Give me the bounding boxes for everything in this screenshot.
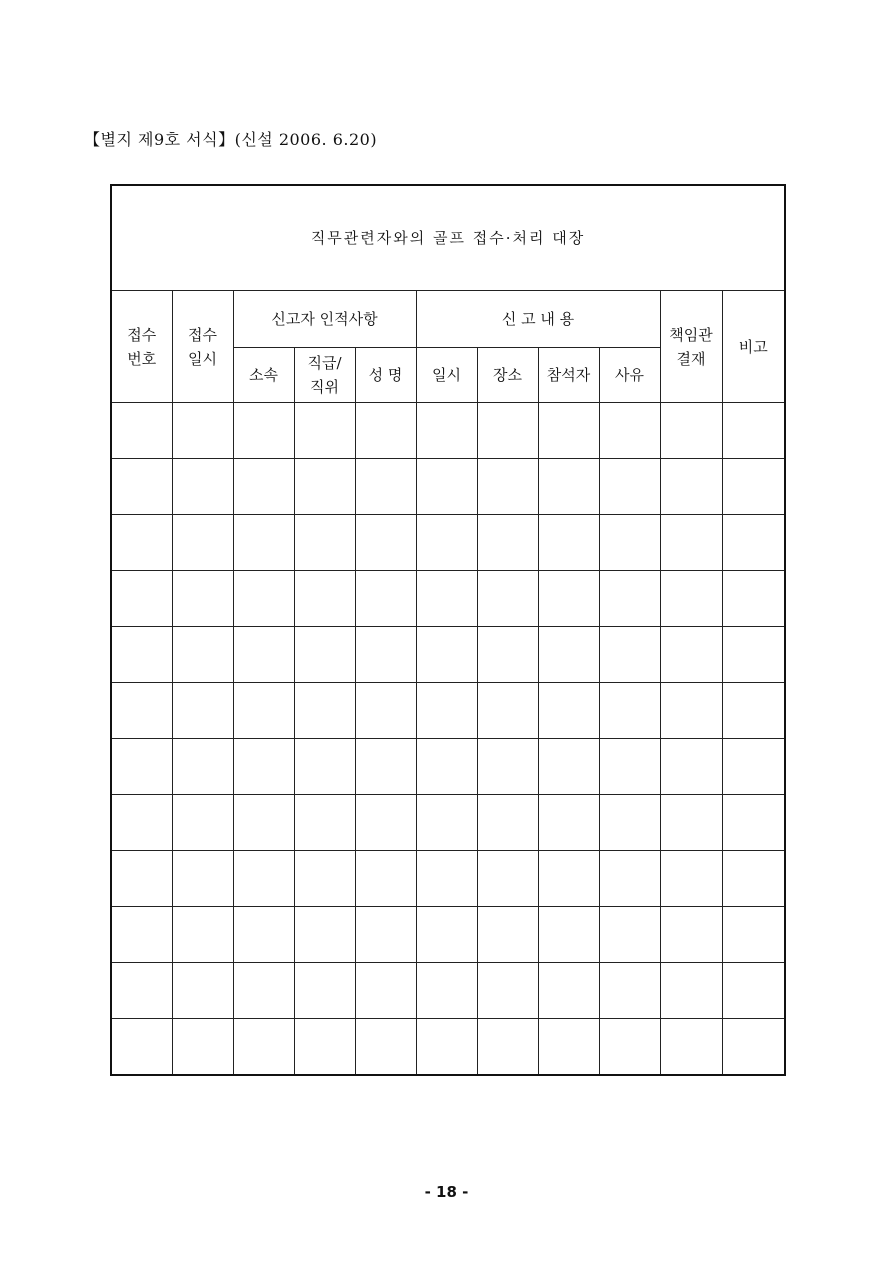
table-cell[interactable] [355,403,416,459]
table-cell[interactable] [111,795,172,851]
table-cell[interactable] [660,1019,722,1076]
table-cell[interactable] [294,627,355,683]
table-cell[interactable] [722,739,785,795]
table-cell[interactable] [599,459,660,515]
table-cell[interactable] [722,1019,785,1076]
table-cell[interactable] [599,1019,660,1076]
table-cell[interactable] [538,795,599,851]
table-cell[interactable] [416,795,477,851]
header-approval: 책임관 결재 [660,291,722,403]
table-cell[interactable] [416,571,477,627]
table-row [111,1019,785,1076]
table-cell[interactable] [233,963,294,1019]
table-cell[interactable] [722,403,785,459]
table-cell[interactable] [538,403,599,459]
table-cell[interactable] [416,1019,477,1076]
page-title: 직무관련자와의 골프 접수·처리 대장 [111,185,785,291]
table-cell[interactable] [355,627,416,683]
table-cell[interactable] [538,683,599,739]
table-cell[interactable] [355,683,416,739]
table-cell[interactable] [172,627,233,683]
table-cell[interactable] [722,907,785,963]
table-cell[interactable] [722,515,785,571]
form-label: 【별지 제9호 서식】(신설 2006. 6.20) [84,130,378,149]
table-cell[interactable] [599,739,660,795]
table-cell[interactable] [233,571,294,627]
header-attendees: 참석자 [538,348,599,403]
table-cell[interactable] [599,851,660,907]
table-cell[interactable] [111,571,172,627]
table-cell[interactable] [477,403,538,459]
table-cell[interactable] [538,515,599,571]
page-number: - 18 - [424,1183,469,1201]
table-cell[interactable] [172,571,233,627]
table-cell[interactable] [294,851,355,907]
table-row [111,515,785,571]
table-cell[interactable] [111,515,172,571]
table-cell[interactable] [111,627,172,683]
golf-register-table [110,184,786,1076]
header-datetime: 일시 [416,348,477,403]
table-cell[interactable] [660,515,722,571]
table-cell[interactable] [233,683,294,739]
table-cell[interactable] [233,739,294,795]
table-cell[interactable] [172,963,233,1019]
table-cell[interactable] [660,571,722,627]
table-cell[interactable] [477,907,538,963]
table-cell[interactable] [416,459,477,515]
table-row [111,963,785,1019]
table-cell[interactable] [599,963,660,1019]
table-cell[interactable] [355,1019,416,1076]
table-cell[interactable] [599,403,660,459]
table-row [111,571,785,627]
table-cell[interactable] [599,627,660,683]
table-cell[interactable] [416,683,477,739]
table-row [111,739,785,795]
table-cell[interactable] [722,627,785,683]
table-cell[interactable] [477,571,538,627]
table-cell[interactable] [233,851,294,907]
table-cell[interactable] [538,459,599,515]
table-cell[interactable] [111,739,172,795]
table-cell[interactable] [722,851,785,907]
table-cell[interactable] [660,739,722,795]
table-cell[interactable] [722,683,785,739]
table-cell[interactable] [416,403,477,459]
header-place: 장소 [477,348,538,403]
table-cell[interactable] [416,627,477,683]
table-cell[interactable] [599,907,660,963]
table-cell[interactable] [233,907,294,963]
table-cell[interactable] [477,963,538,1019]
table-cell[interactable] [538,571,599,627]
table-cell[interactable] [355,851,416,907]
table-cell[interactable] [538,851,599,907]
table-cell[interactable] [172,739,233,795]
table-cell[interactable] [294,403,355,459]
table-cell[interactable] [294,795,355,851]
table-cell[interactable] [233,1019,294,1076]
table-cell[interactable] [111,851,172,907]
header-affiliation: 소속 [233,348,294,403]
table-cell[interactable] [660,403,722,459]
table-cell[interactable] [172,795,233,851]
table-cell[interactable] [233,403,294,459]
table-row [111,403,785,459]
table-cell[interactable] [172,459,233,515]
header-remarks: 비고 [722,291,785,403]
table-cell[interactable] [172,1019,233,1076]
table-cell[interactable] [355,739,416,795]
table-cell[interactable] [111,1019,172,1076]
table-cell[interactable] [416,963,477,1019]
table-cell[interactable] [660,907,722,963]
table-cell[interactable] [599,795,660,851]
table-cell[interactable] [722,571,785,627]
header-name: 성 명 [355,348,416,403]
table-cell[interactable] [477,795,538,851]
table-cell[interactable] [172,403,233,459]
table-cell[interactable] [111,907,172,963]
table-cell[interactable] [294,907,355,963]
table-cell[interactable] [722,963,785,1019]
table-cell[interactable] [416,739,477,795]
table-cell[interactable] [538,963,599,1019]
table-cell[interactable] [294,459,355,515]
table-cell[interactable] [111,459,172,515]
table-cell[interactable] [294,963,355,1019]
table-cell[interactable] [111,963,172,1019]
table-row [111,459,785,515]
header-rank: 직급/ 직위 [294,348,355,403]
table-cell[interactable] [111,403,172,459]
table-row [111,907,785,963]
table-cell[interactable] [538,627,599,683]
table-cell[interactable] [660,627,722,683]
table-cell[interactable] [538,1019,599,1076]
table-cell[interactable] [233,795,294,851]
table-cell[interactable] [722,459,785,515]
header-receipt-no: 접수 번호 [111,291,172,403]
table-cell[interactable] [355,515,416,571]
table-cell[interactable] [172,683,233,739]
header-reason: 사유 [599,348,660,403]
table-cell[interactable] [355,963,416,1019]
table-cell[interactable] [233,459,294,515]
table-cell[interactable] [416,851,477,907]
table-cell[interactable] [477,851,538,907]
table-cell[interactable] [294,683,355,739]
table-row [111,627,785,683]
table-cell[interactable] [477,683,538,739]
table-cell[interactable] [477,1019,538,1076]
header-receipt-date: 접수 일시 [172,291,233,403]
table-cell[interactable] [172,515,233,571]
table-cell[interactable] [660,963,722,1019]
table-cell[interactable] [355,907,416,963]
table-cell[interactable] [477,627,538,683]
table-cell[interactable] [294,1019,355,1076]
table-cell[interactable] [477,515,538,571]
header-reporter-info: 신고자 인적사항 [233,291,416,348]
table-cell[interactable] [233,515,294,571]
table-cell[interactable] [416,907,477,963]
table-cell[interactable] [477,459,538,515]
table-row [111,795,785,851]
table-cell[interactable] [294,515,355,571]
table-cell[interactable] [477,739,538,795]
table-cell[interactable] [294,739,355,795]
table-row [111,851,785,907]
table-cell[interactable] [660,795,722,851]
table-cell[interactable] [172,907,233,963]
table-cell[interactable] [660,683,722,739]
table-cell[interactable] [660,851,722,907]
table-cell[interactable] [294,571,355,627]
table-cell[interactable] [599,515,660,571]
table-cell[interactable] [416,515,477,571]
table-cell[interactable] [722,795,785,851]
table-cell[interactable] [355,795,416,851]
table-cell[interactable] [233,627,294,683]
table-cell[interactable] [355,571,416,627]
table-row [111,683,785,739]
table-cell[interactable] [538,739,599,795]
table-cell[interactable] [599,571,660,627]
table-cell[interactable] [111,683,172,739]
table-cell[interactable] [355,459,416,515]
table-cell[interactable] [172,851,233,907]
table-cell[interactable] [538,907,599,963]
table-cell[interactable] [599,683,660,739]
table-cell[interactable] [660,459,722,515]
header-report-content: 신 고 내 용 [416,291,660,348]
